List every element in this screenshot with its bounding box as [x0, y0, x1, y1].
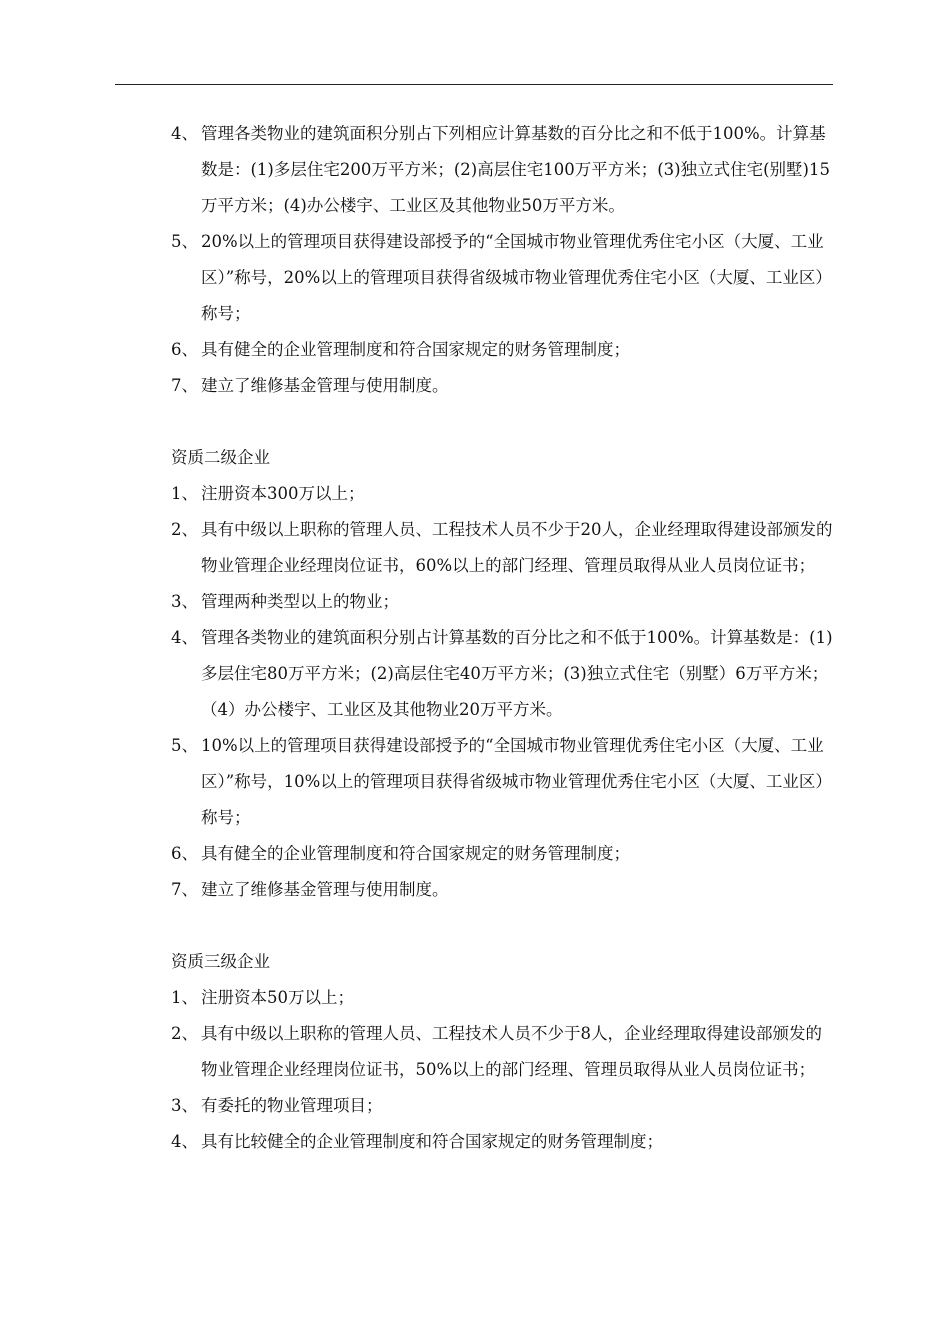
list-item	[171, 836, 835, 872]
item-number: 7、	[171, 376, 198, 395]
item-number: 1、	[171, 484, 198, 503]
item-number: 4、	[171, 1132, 198, 1151]
section-heading-level3: 资质三级企业	[171, 952, 270, 971]
item-text: 注册资本50万以上；	[201, 988, 354, 1007]
item-number: 6、	[171, 340, 198, 359]
item-number: 5、	[171, 736, 198, 755]
item-number: 3、	[171, 592, 198, 611]
item-number: 4、	[171, 628, 198, 647]
item-text: 具有健全的企业管理制度和符合国家规定的财务管理制度；	[201, 844, 630, 863]
header-rule	[115, 84, 833, 85]
list-item	[171, 512, 835, 584]
list-item	[171, 1016, 835, 1088]
list-item	[171, 728, 835, 836]
item-number: 7、	[171, 880, 198, 899]
list-item	[171, 1088, 835, 1124]
list-item	[171, 1124, 835, 1160]
item-number: 1、	[171, 988, 198, 1007]
list-item	[171, 872, 835, 908]
item-text: 建立了维修基金管理与使用制度。	[201, 376, 449, 395]
item-text: 注册资本300万以上；	[201, 484, 365, 503]
item-text: 20%以上的管理项目获得建设部授予的“全国城市物业管理优秀住宅小区（大厦、工业区）”称号，20%以上的管理项目获得省级城市物业管理优秀住宅小区（大厦、工业区）称号；	[201, 232, 832, 323]
section-gap	[171, 404, 835, 440]
list-item	[171, 476, 835, 512]
list-item	[171, 584, 835, 620]
item-number: 6、	[171, 844, 198, 863]
section-gap	[171, 908, 835, 944]
item-text: 具有比较健全的企业管理制度和符合国家规定的财务管理制度；	[201, 1132, 663, 1151]
list-item	[171, 620, 835, 728]
item-text: 管理两种类型以上的物业；	[201, 592, 399, 611]
item-text: 管理各类物业的建筑面积分别占计算基数的百分比之和不低于100%。计算基数是：(1)多层住宅80万平方米；(2)高层住宅40万平方米；(3)独立式住宅（别墅）6万平方米；（4）办公楼宇、工业区及其他物业20万平方米。	[201, 628, 833, 719]
item-number: 2、	[171, 520, 198, 539]
list-item	[171, 368, 835, 404]
item-text: 具有中级以上职称的管理人员、工程技术人员不少于20人，企业经理取得建设部颁发的物业管理企业经理岗位证书，60%以上的部门经理、管理员取得从业人员岗位证书；	[201, 520, 833, 575]
item-text: 建立了维修基金管理与使用制度。	[201, 880, 449, 899]
item-number: 2、	[171, 1024, 198, 1043]
item-number: 5、	[171, 232, 198, 251]
list-item	[171, 980, 835, 1016]
item-text: 具有健全的企业管理制度和符合国家规定的财务管理制度；	[201, 340, 630, 359]
list-item	[171, 116, 835, 224]
item-text: 管理各类物业的建筑面积分别占下列相应计算基数的百分比之和不低于100%。计算基数是：(1)多层住宅200万平方米；(2)高层住宅100万平方米；(3)独立式住宅(别墅)15万平方米；(4)办公楼宇、工业区及其他物业50万平方米。	[201, 124, 830, 215]
item-number: 3、	[171, 1096, 198, 1115]
section-heading-level2: 资质二级企业	[171, 448, 270, 467]
item-text: 有委托的物业管理项目；	[201, 1096, 383, 1115]
list-item	[171, 224, 835, 332]
document-body	[171, 116, 835, 1160]
list-item	[171, 332, 835, 368]
item-number: 4、	[171, 124, 198, 143]
item-text: 10%以上的管理项目获得建设部授予的“全国城市物业管理优秀住宅小区（大厦、工业区）”称号，10%以上的管理项目获得省级城市物业管理优秀住宅小区（大厦、工业区）称号；	[201, 736, 832, 827]
item-text: 具有中级以上职称的管理人员、工程技术人员不少于8人，企业经理取得建设部颁发的物业管理企业经理岗位证书，50%以上的部门经理、管理员取得从业人员岗位证书；	[201, 1024, 822, 1079]
